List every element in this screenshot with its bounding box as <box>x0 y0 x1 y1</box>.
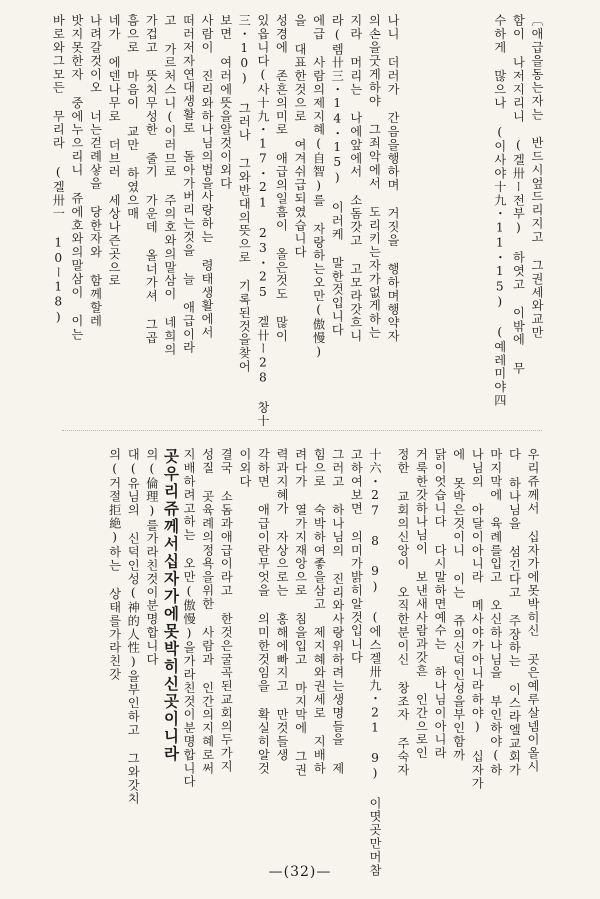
text-column: 고 가르처스니(이러므로 주의호와의말삼이 네희의 <box>162 14 177 357</box>
text-column: 나니 더러가 간음을행하며 거짓을 행하며행약자 <box>386 14 400 343</box>
text-column: 각하면 애급이란무엇을 의미한것임을 확실히알것 <box>256 448 271 775</box>
text-column: 우리쥬께서 십자가에못박히신 곳은예루살넴이올시 <box>526 448 540 774</box>
text-column: 에 못박은것이니 이는 쥬의신덕인성을부인함까 <box>451 448 466 762</box>
text-column: 지배하려고하는 오만(傲慢)을가라친것이분명합니다 <box>182 448 197 789</box>
text-column: 十六・27 8 9) (에스겔卅九・21 9) 이몃곳만머참 <box>368 448 382 877</box>
text-column: 三・10) 그러나 그와반대의뜻으로 기록된것을찾어 <box>237 14 252 374</box>
text-column: 나님의 아달이아니라 메사야가아니라하야) 십자가 <box>470 448 485 791</box>
text-column: 〔애급을동는자는 반드시엎드리지고 그권세와교만 <box>530 14 544 340</box>
text-column: 이외다 <box>237 448 252 489</box>
text-column: 성경에 존흔의미로 애급의일흠이 올은것도 많이 <box>274 14 289 343</box>
text-column: 나려갈것이오 너는걷례샇을 당한자와 함께할레 <box>88 14 103 328</box>
text-column: 함이 나저지리니 (겔卅ー전부) 하엿고 이밖에 무 <box>511 14 526 375</box>
text-column: 떠러저자연대생활로 돌아가버리는것을 늘 애급이라 <box>181 14 196 355</box>
text-column: 려다가 열가지재앙으로 침을입고 마지막에 그권 <box>293 448 308 777</box>
text-column: 을 대표한것으로 여겨쉬급되였습니다 <box>293 14 308 259</box>
text-column: 밧지못한자 중에누으리니 쥬에호와의말삼이 이는 <box>69 14 84 341</box>
text-column: 력과지혜가 자상으로는 홍해에빠지고 만것들생 <box>275 448 290 762</box>
upper-text-block <box>51 14 402 428</box>
text-column: 보면 여러에뜻을알것이외다 <box>218 14 233 190</box>
text-column: 라(렘卄三・14・15) 이러케 말한것입니다 <box>330 14 345 337</box>
text-column: 네가 에덴나무로 더브러 세상나즌곳으로 <box>107 14 122 288</box>
text-column: 그러고 하나님의 진리와사랑위하려는생명들을 제 <box>330 448 345 775</box>
text-column: 마지막에 육례를입고 오신하나님을 부인하야(하 <box>488 448 503 777</box>
text-column: 결국 소돔과애급이라고 한것은굴곡된교회의두가지 <box>219 448 234 774</box>
text-column: 흠으로 마음이 교만 하였으매 <box>125 14 140 221</box>
text-column: 지라 머리는 나에앞에서 소돔갓고 고모라갓흐니 <box>348 14 363 343</box>
text-column: 의(거절拒絶)하는 상태를가라친갓 <box>107 448 122 682</box>
section-divider <box>62 430 542 431</box>
text-column: 정한 교회의신앙이 오직한분이신 창조자 주숙자 <box>395 448 410 777</box>
text-column: 있읍니다(사十九・17・21 23・25 겔卄ー28 창十 <box>255 14 270 428</box>
text-column: 가겁고 뜻치무성한 줄기 가운데 올너가셔 그곱 <box>144 14 159 345</box>
text-column: 고하여보면 의미가밝히알것입니다 <box>349 448 364 665</box>
text-column: 닭이엇습니다 다시말하면예수는 하나님이아니라 <box>433 448 448 760</box>
text-column: 바로와그모든 무리라 (겔卅一 10ー18) <box>51 14 66 325</box>
text-column: 거룩한갓하나님이 보낸새사람과갓흔 인간으로인 <box>414 448 429 760</box>
text-column: 다 하나님을 섬긴다고 주장하는 이스라엘교회가 <box>507 448 522 777</box>
right-upper-text-block <box>402 14 546 414</box>
text-column: 에급 사람의제지혜(自智)를 자랑하는오만(傲慢) <box>311 14 326 360</box>
text-column: 사람이 진리와하나님의법을사랑하는 령태생활에서 <box>200 14 215 340</box>
page-number: —(32)— <box>268 864 332 880</box>
text-column: 성질 곳육례의정욕을위한 사람과 인간의지혜로써 <box>200 448 215 775</box>
text-column: 의(倫理)를가라친것이분명합니다 <box>144 448 159 666</box>
text-column: 의손을굿게하야 그죄악에서 도리키는자가없게하는 <box>367 14 382 340</box>
section-heading: 곳우리쥬께서십자가에못박히신곳이니라 <box>161 448 181 763</box>
text-column: 대(유님의 신덕인성(神的人性)을부인하고 그와갓치 <box>126 448 141 806</box>
text-column: 힘으로 숙박하여좋을삼고 제지혜와권세로 지배하 <box>312 448 327 775</box>
right-lower-text-block <box>392 448 542 848</box>
text-column: 수하게 많으나 (이사야十九・11・15) (예레미야四 <box>492 14 507 408</box>
